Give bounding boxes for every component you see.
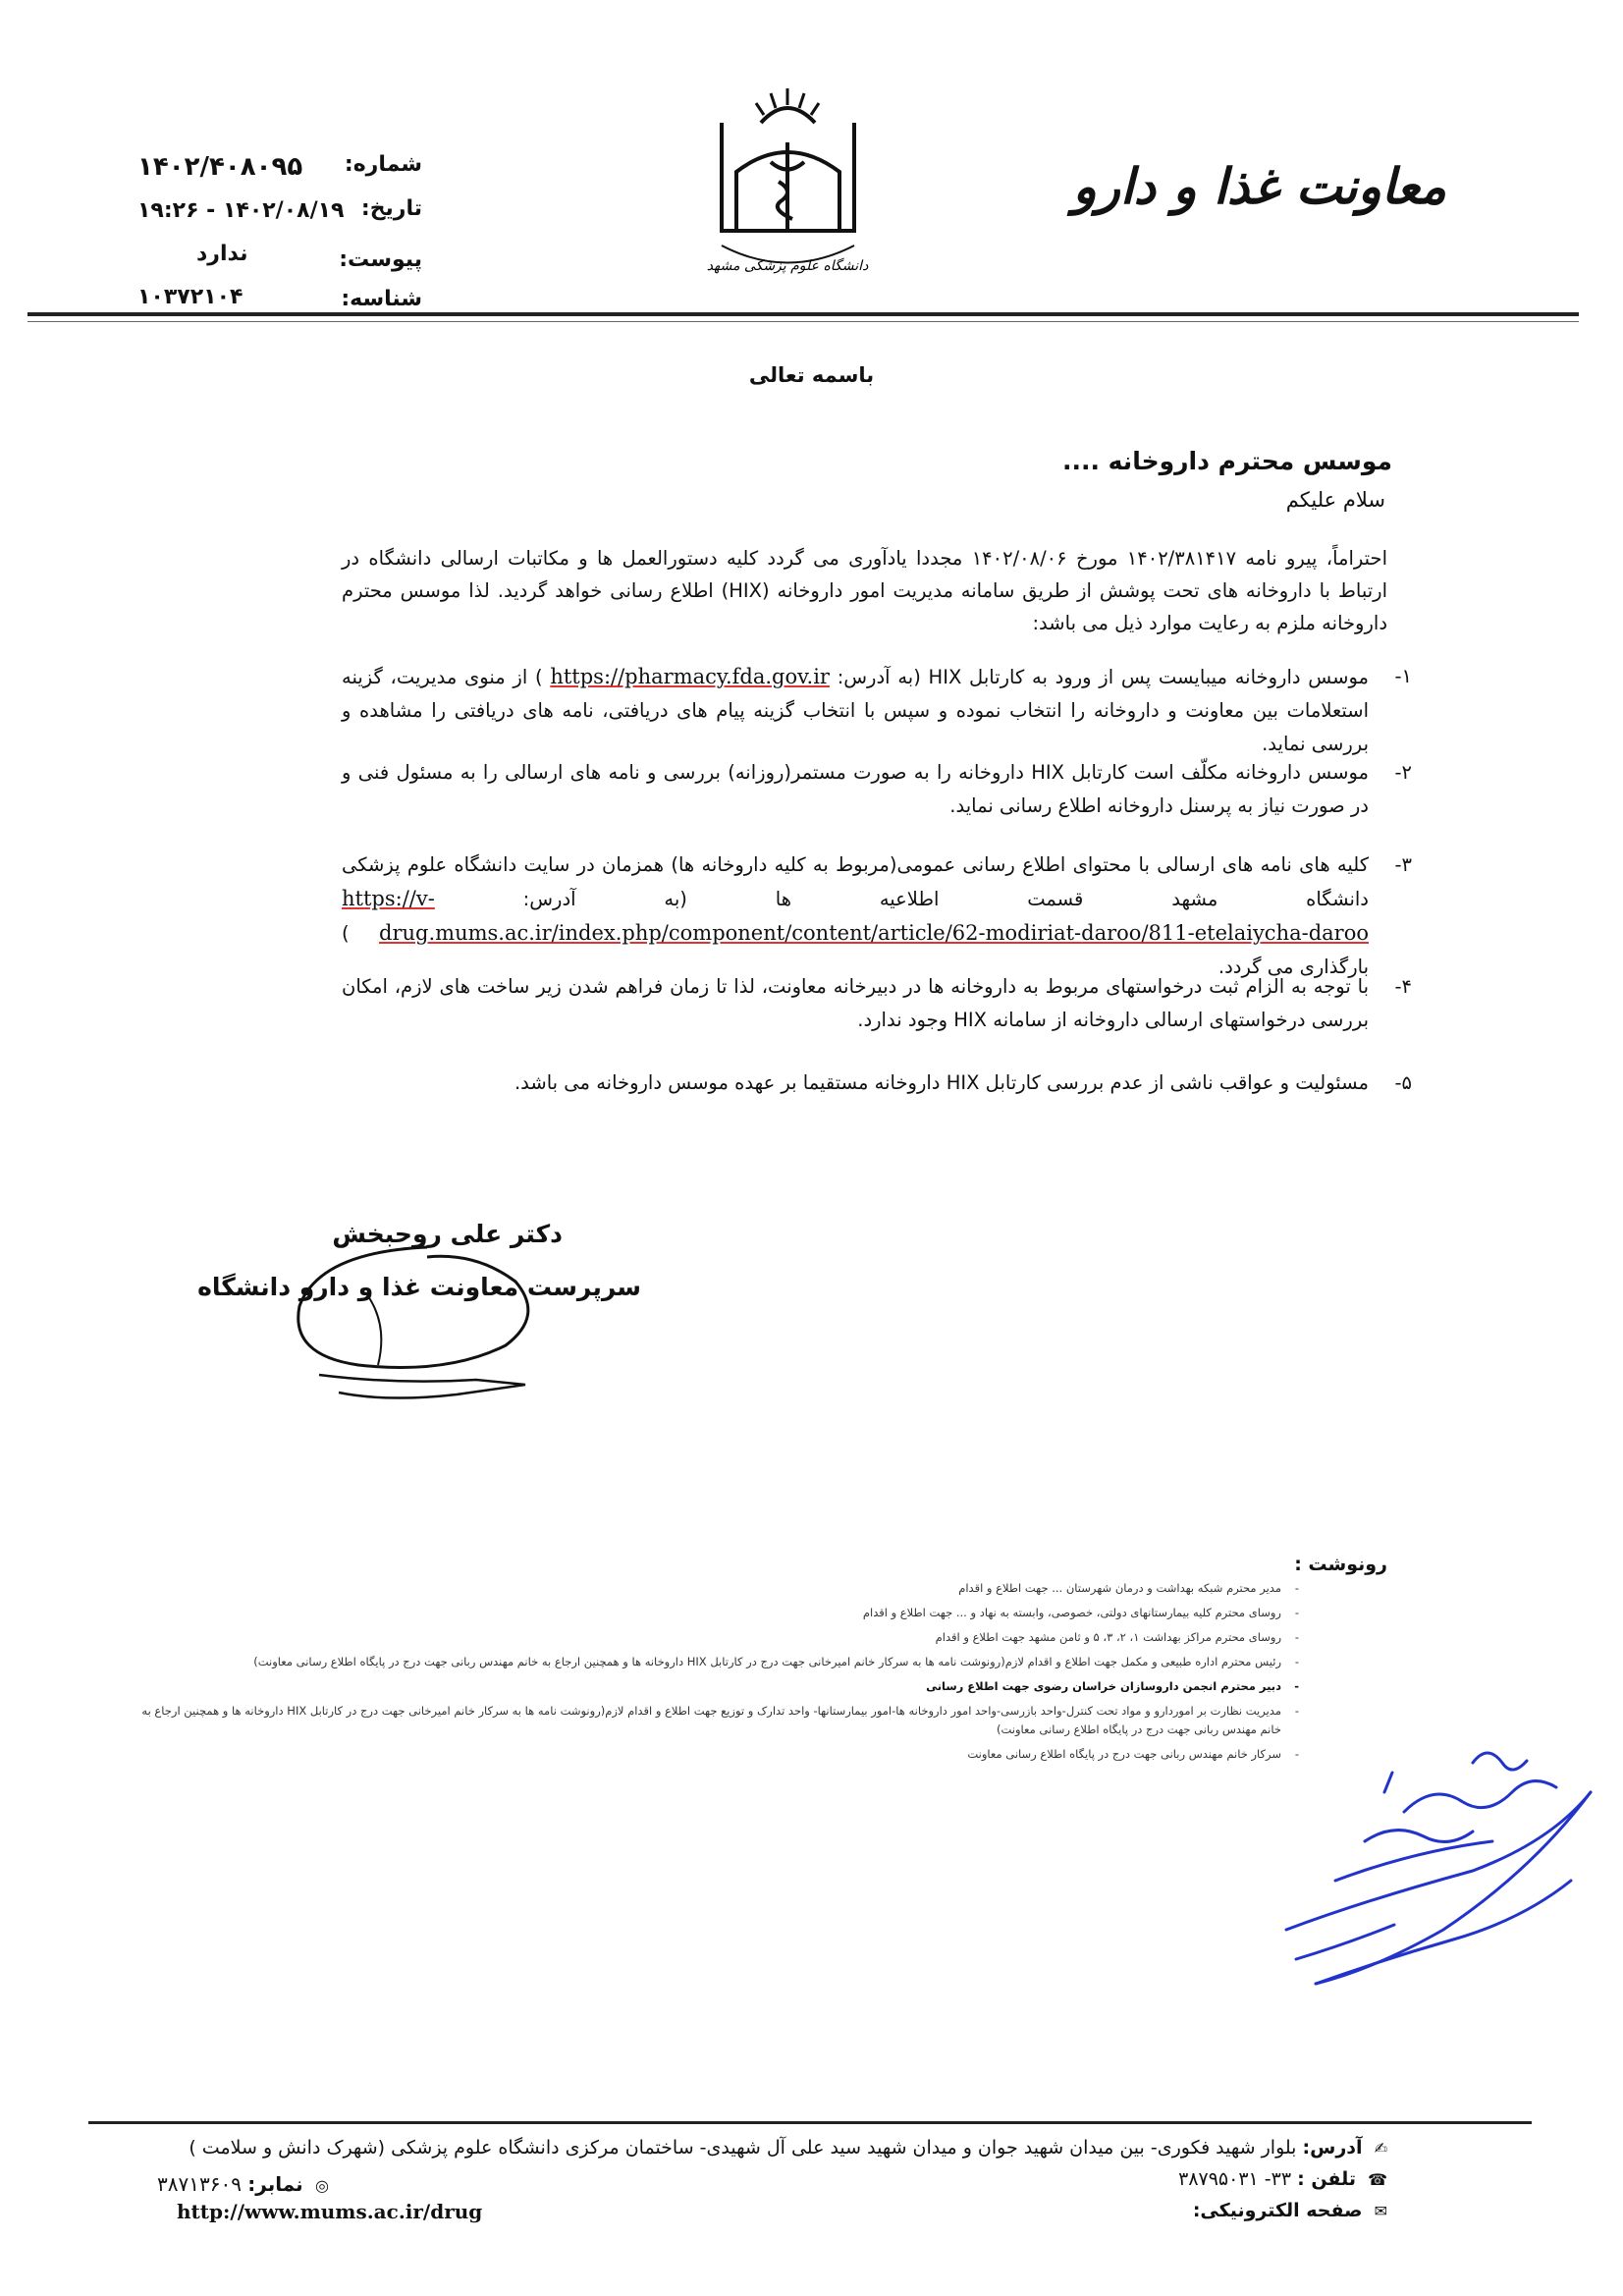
item-text: ) بارگذاری می گردد. bbox=[342, 922, 1369, 978]
fax-label: نمابر: bbox=[247, 2172, 303, 2196]
web-icon: ✉ bbox=[1374, 2202, 1387, 2220]
address-label: آدرس: bbox=[1302, 2137, 1363, 2159]
meta-attachment-row bbox=[137, 242, 422, 281]
meta-date-label: تاریخ: bbox=[360, 196, 422, 221]
item-text: کلیه های نامه های ارسالی با محتوای اطلاع رسانی عمومی(مربوط به کلیه داروخانه ها) همزمان در سایت دانشگاه علوم پزشکی دانشگاه مشهد قسمت اطلاعیه ها (به آدرس: bbox=[342, 853, 1369, 910]
cc-item-text: روسای محترم کلیه بیمارستانهای دولتی، خصوصی، وابسته به نهاد و ... جهت اطلاع و اقدام bbox=[862, 1606, 1281, 1619]
list-number: ۵- bbox=[1394, 1071, 1412, 1094]
university-announcement-link-cont[interactable]: daroo/811-etelaiycha-daroo bbox=[1081, 921, 1369, 945]
cc-item: - سرکار خانم مهندس ربانی جهت درج در پایگاه اطلاع رسانی معاونت bbox=[967, 1747, 1299, 1761]
hix-portal-link[interactable]: https://pharmacy.fda.gov.ir bbox=[550, 665, 830, 688]
list-number: ۱- bbox=[1394, 665, 1412, 687]
cc-label: رونوشت : bbox=[1294, 1554, 1387, 1575]
item-text: موسس داروخانه میبایست پس از ورود به کارتابل HIX (به آدرس: bbox=[837, 666, 1369, 688]
cc-item-text: روسای محترم مراکز بهداشت ۱، ۲، ۳، ۵ و ثامن مشهد جهت اطلاع و اقدام bbox=[935, 1630, 1281, 1644]
department-title: معاونت غذا و دارو bbox=[1072, 157, 1446, 215]
meta-date-row bbox=[137, 196, 422, 230]
list-number: ۲- bbox=[1394, 761, 1412, 784]
cc-item: - مدیر محترم شبکه بهداشت و درمان شهرستان ... جهت اطلاع و اقدام bbox=[958, 1581, 1299, 1595]
logo-caption: دانشگاه علوم پزشکی مشهد bbox=[706, 258, 869, 274]
item-text: موسس داروخانه مکلّف است کارتابل HIX داروخانه را به صورت مستمر(روزانه) بررسی و نامه های ارسالی را به مسئول فنی و در صورت نیاز به پرسنل داروخانه اطلاع رسانی نماید. bbox=[342, 761, 1369, 817]
meta-id-value: ۱۰۳۷۲۱۰۴ bbox=[137, 285, 243, 309]
footer-address bbox=[189, 2137, 1387, 2159]
cc-list bbox=[140, 1579, 1299, 1764]
cc-item: - رئیس محترم اداره طبیعی و مکمل جهت اطلاع و اقدام لازم(رونوشت نامه ها به سرکار خانم امیرخانی جهت درج در کارتابل HIX داروخانه ها و همچنین ارجاع به خانم مهندس ربانی جهت درج در پایگاه اطلاع رسانی معاونت) bbox=[253, 1655, 1299, 1668]
list-number: ۴- bbox=[1394, 975, 1412, 998]
meta-number-label: شماره: bbox=[344, 152, 422, 177]
footer-phone bbox=[1178, 2168, 1387, 2190]
list-item-3 bbox=[342, 848, 1412, 984]
recipient: موسس محترم داروخانه .... bbox=[1061, 447, 1392, 475]
footer-fax bbox=[157, 2172, 329, 2196]
phone-label: تلفن : bbox=[1297, 2168, 1357, 2190]
header-rule bbox=[27, 312, 1579, 316]
fax-number: ۳۸۷۱۳۶۰۹ bbox=[157, 2172, 242, 2196]
list-item-2 bbox=[342, 756, 1412, 823]
handwritten-signature bbox=[280, 1237, 565, 1409]
phone-number: ۳۳- ۳۸۷۹۵۰۳۱ bbox=[1178, 2168, 1292, 2190]
cc-item-text: مدیریت نظارت بر اموردارو و مواد تحت کنترل-واحد بازرسی-واحد امور داروخانه ها-امور بیمارستانها- واحد تدارک و توزیع جهت اطلاع و اقدام لازم(رونوشت نامه ها به سرکار خانم امیرخانی جهت درج در کارتابل HIX داروخانه ها و همچنین ارجاع به خانم مهندس ربانی جهت درج در پایگاه اطلاع رسانی معاونت) bbox=[141, 1704, 1281, 1736]
item-text: مسئولیت و عواقب ناشی از عدم بررسی کارتابل HIX داروخانه مستقیما بر عهده موسس داروخانه می باشد. bbox=[514, 1071, 1369, 1094]
signatory-title: سرپرست معاونت غذا و دارو دانشگاه bbox=[197, 1273, 641, 1301]
web-label: صفحه الکترونیکی: bbox=[1192, 2200, 1363, 2221]
cc-item: - مدیریت نظارت بر اموردارو و مواد تحت کنترل-واحد بازرسی-واحد امور داروخانه ها-امور بیمارستانها- واحد تدارک و توزیع جهت اطلاع و اقدام لازم(رونوشت نامه ها به سرکار خانم امیرخانی جهت درج در کارتابل HIX داروخانه ها و همچنین ارجاع به خانم مهندس ربانی جهت درج در پایگاه اطلاع رسانی معاونت) bbox=[141, 1704, 1299, 1736]
phone-icon: ☎ bbox=[1368, 2170, 1387, 2189]
header-rule-thin bbox=[27, 321, 1579, 322]
cc-item-text: رئیس محترم اداره طبیعی و مکمل جهت اطلاع و اقدام لازم(رونوشت نامه ها به سرکار خانم امیرخانی جهت درج در کارتابل HIX داروخانه ها و همچنین ارجاع به خانم مهندس ربانی جهت درج در پایگاه اطلاع رسانی معاونت) bbox=[253, 1655, 1281, 1668]
meta-attachment-label: پیوست: bbox=[339, 247, 422, 272]
meta-date-value: ۱۴۰۲/۰۸/۱۹ - ۱۹:۲۶ bbox=[137, 198, 345, 223]
list-item-4 bbox=[342, 970, 1412, 1037]
cc-item: - دبیر محترم انجمن داروسازان خراسان رضوی جهت اطلاع رسانی bbox=[926, 1679, 1299, 1693]
footer-web bbox=[1193, 2200, 1387, 2221]
university-announcement-link[interactable]: https://v-drug.mums.ac.ir/index.php/component/content/article/62-modiriat- bbox=[342, 887, 1082, 945]
university-logo bbox=[702, 83, 874, 285]
footer-rule bbox=[88, 2121, 1532, 2124]
cc-item: - روسای محترم کلیه بیمارستانهای دولتی، خصوصی، وابسته به نهاد و ... جهت اطلاع و اقدام bbox=[862, 1606, 1299, 1619]
meta-number-row bbox=[137, 152, 422, 186]
opening-invocation: باسمه تعالی bbox=[748, 363, 875, 387]
item-text: ) از منوی مدیریت، گزینه استعلامات بین معاونت و داروخانه را انتخاب نموده و سپس با انتخاب گزینه پیام های دریافتی، نامه های دریافتی را مشاهده و بررسی نماید. bbox=[342, 666, 1369, 755]
pen-icon: ✍ bbox=[1374, 2139, 1387, 2158]
handwritten-note bbox=[1276, 1733, 1600, 2038]
meta-number-value: ۱۴۰۲/۴۰۸۰۹۵ bbox=[137, 152, 303, 182]
intro-paragraph: احتراماً، پیرو نامه ۱۴۰۲/۳۸۱۴۱۷ مورخ ۱۴۰۲/۰۸/۰۶ مجددا یادآوری می گردد کلیه دستورالعمل ها و مکاتبات ارسالی دانشگاه در ارتباط با داروخانه های تحت پوشش از طریق سامانه مدیریت امور داروخانه (HIX) اطلاع رسانی خواهد گردید. لذا موسس محترم داروخانه ملزم به رعایت موارد ذیل می باشد: bbox=[342, 547, 1387, 634]
website-link[interactable]: http://www.mums.ac.ir/drug bbox=[177, 2200, 483, 2223]
cc-item-text: مدیر محترم شبکه بهداشت و درمان شهرستان ... جهت اطلاع و اقدام bbox=[958, 1581, 1281, 1595]
salutation: سلام علیکم bbox=[1285, 488, 1385, 512]
address-text: بلوار شهید فکوری- بین میدان شهید جوان و میدان شهید سید علی آل شهیدی- ساختمان مرکزی دانشگاه علوم پزشکی (شهرک دانش و سلامت ) bbox=[189, 2137, 1297, 2159]
meta-attachment-value: ندارد bbox=[196, 242, 248, 266]
meta-id-label: شناسه: bbox=[341, 287, 422, 311]
cc-item-text: دبیر محترم انجمن داروسازان خراسان رضوی جهت اطلاع رسانی bbox=[926, 1679, 1281, 1693]
list-number: ۳- bbox=[1394, 853, 1412, 876]
item-text: با توجه به الزام ثبت درخواستهای مربوط به داروخانه ها در دبیرخانه معاونت، لذا تا زمان فراهم شدن زیر ساخت های لازم، امکان بررسی درخواستهای ارسالی داروخانه از سامانه HIX وجود ندارد. bbox=[342, 975, 1369, 1031]
signatory-name: دکتر علی روحبخش bbox=[332, 1220, 563, 1248]
list-item-1 bbox=[342, 660, 1412, 761]
fax-icon: ◎ bbox=[315, 2176, 330, 2195]
list-item-5 bbox=[342, 1066, 1412, 1100]
cc-item-text: سرکار خانم مهندس ربانی جهت درج در پایگاه اطلاع رسانی معاونت bbox=[967, 1747, 1281, 1761]
cc-item: - روسای محترم مراکز بهداشت ۱، ۲، ۳، ۵ و ثامن مشهد جهت اطلاع و اقدام bbox=[935, 1630, 1299, 1644]
